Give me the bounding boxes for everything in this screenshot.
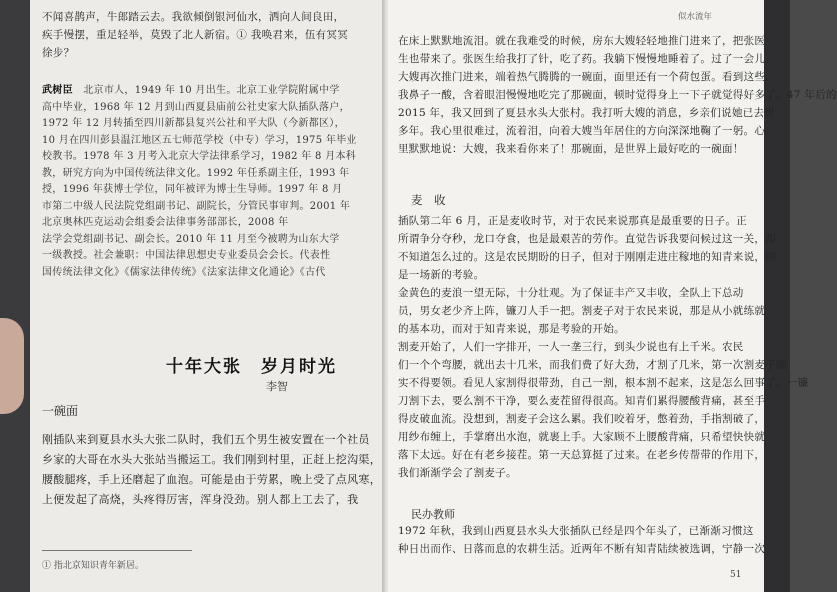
running-header: 似水流年 [678,12,713,22]
left-poem-lines [42,8,348,62]
left-body-text [42,430,381,510]
page-number: 51 [730,570,742,580]
text-line: 实不得要领。看见人家割得很带劲，自己一割，根本割不起来，这是怎么回事了。一镰 [398,377,809,389]
footnote: ① 指北京知识青年新居。 [42,561,144,571]
text-line: 生也带来了。张医生给我打了针，吃了药。我躺下慢慢地睡着了。过了一会儿， [398,53,776,65]
text-line: 我们渐渐学会了割麦子。 [398,467,517,479]
text-line: 乡家的大哥在水头大张站当搬运工。我们刚到村里，正赶上挖沟渠， [42,453,381,466]
text-line: 得皮破血流。没想到，割麦子会这么累。我们咬着牙，憋着劲，手指割破了， [398,413,766,425]
text-line: 徐步？ [42,47,75,59]
text-line: 大嫂再次推门进来，端着热气腾腾的一碗面，面里还有一个荷包蛋。看到这些， [398,71,776,83]
right-mid-text [398,212,808,482]
bio-line: 北京市人，1949 年 10 月出生。北京工业学院附属中学 [83,85,340,96]
text-line: 们一个个弯腰，就出去十几米，而我们费了好大劲，才割了几米，第一次割麦子确 [398,359,787,371]
text-line: 员，男女老少齐上阵，镰刀人手一把。割麦子对于农民来说，那是从小就练就 [398,305,766,317]
background-left [0,0,30,592]
text-line: 腰酸腿疼，手上还磨起了血泡。可能是由于劳累，晚上受了点风寒， [42,473,381,486]
bio-name: 武树臣 [42,85,73,96]
text-line: 上便发起了高烧，头疼得厉害，浑身没劲。别人都上工去了，我 [42,493,359,506]
section-heading: 麦 收 [411,193,446,207]
text-line: 刚插队来到夏县水头大张二队时，我们五个男生被安置在一个社员 [42,433,370,446]
text-line: 法学会党组副书记、副会长。2010 年 11 月至今被聘为山东大学 [42,233,340,245]
text-line: 在床上默默地流泪。就在我难受的时候，房东大嫂轻轻地推门进来了，把张医 [398,35,766,47]
text-line: 一级教授。社会兼职：中国法律思想史专业委员会会长。代表性 [42,250,331,261]
text-line: 1972 年秋，我到山西夏县水头大张插队已经是四个年头了，已渐渐习惯这 [398,525,754,537]
text-line: 刀割下去，要么割不干净，要么麦茬留得很高。知青们累得腰酸背痛，甚至手 [398,395,766,407]
section-heading: 民办教师 [411,508,455,521]
text-line: 落下太远。好在有老乡接茬。第一天总算挺了过来。在老乡传帮带的作用下， [398,449,766,461]
text-line: 不闻喜鹊声，牛郎踏云去。我欲倾倒银河仙水，洒向人间良田， [42,11,345,23]
text-line: 我鼻子一酸，含着眼泪慢慢地吃完了那碗面，顿时觉得身上一下子就觉得好多了。47 年后的 [398,89,837,101]
author-bio [42,83,357,281]
text-line: 北京奥林匹克运动会组委会法律事务部部长，2008 年 [42,217,289,228]
section-heading: 一碗面 [42,404,79,418]
text-line: 多年。我心里很难过，流着泪，向着大嫂当年居住的方向深深地鞠了一躬。心 [398,125,766,137]
text-line: 割麦开始了，人们一字排开，一人一垄三行，到头少说也有上千米。农民 [398,341,744,353]
finger-holding-book [0,318,24,414]
text-line: 10 月在四川彭县温江地区五七师范学校（中专）学习，1975 年毕业 [42,134,357,146]
text-line: 插队第二年 6 月，正是麦收时节，对于农民来说那真是最重要的日子。正 [398,215,748,227]
text-line: 里默默地说：大嫂，我来看你来了！那碗面，是世界上最好吃的一碗面！ [398,143,744,155]
text-line: 种日出而作、日落而息的农耕生活。近两年不断有知青陆续被选调，宁静一次 [398,543,766,555]
text-line: 不知道怎么过的。这是农民期盼的日子，但对于刚刚走进庄稼地的知青来说，则 [398,251,776,263]
text-line: 1972 年 12 月转插至四川新都县复兴公社和平大队（今新都区）， [42,118,345,129]
footnote-divider [42,550,192,551]
text-line: 所谓争分夺秒，龙口夺食，也是最艰苦的劳作。直觉告诉我要问候过这一关，却 [398,233,776,245]
text-line: 教，研究方向为中国传统法律文化。1992 年任系副主任，1993 年 [42,167,350,179]
text-line: 授，1996 年获博士学位，同年被评为博士生导师。1997 年 8 月 [42,184,343,195]
text-line: 市第二中级人民法院党组副书记、副院长，分管民事审判。2001 年 [42,200,351,212]
text-line: 疾手慢摆，重足轻举，莫毁了北人新宿。① 我唤君来，伍有冥冥 [42,29,349,41]
text-line [42,83,357,100]
article-title: 十年大张 岁月时光 [166,357,337,377]
right-bottom-text [398,522,765,558]
text-line: 的基本功，而对于知青来说，那是考验的开始。 [398,323,625,335]
text-line: 金黄色的麦浪一望无际，十分壮观。为了保证丰产又丰收，全队上下总动 [398,287,744,299]
text-line: 国传统法律文化》《儒家法律传统》《法家法律文化通论》《古代 [42,266,326,278]
text-line: 用纱布缠上，手掌磨出水泡，就裹上手。大家顾不上腰酸背痛，只希望快快就 [398,431,766,443]
text-line: 是一场新的考验。 [398,269,485,281]
text-line: 高中毕业，1968 年 12 月到山西夏县庙前公社史家大队插队落户， [42,101,350,113]
right-top-text [398,32,837,158]
text-line: 校教书。1978 年 3 月考入北京大学法律系学习，1982 年 8 月本科 [42,151,357,162]
text-line: 2015 年，我又回到了夏县水头大张村。我打听大嫂的消息，乡亲们说她已去世 [398,107,776,119]
article-author: 李智 [266,380,288,393]
